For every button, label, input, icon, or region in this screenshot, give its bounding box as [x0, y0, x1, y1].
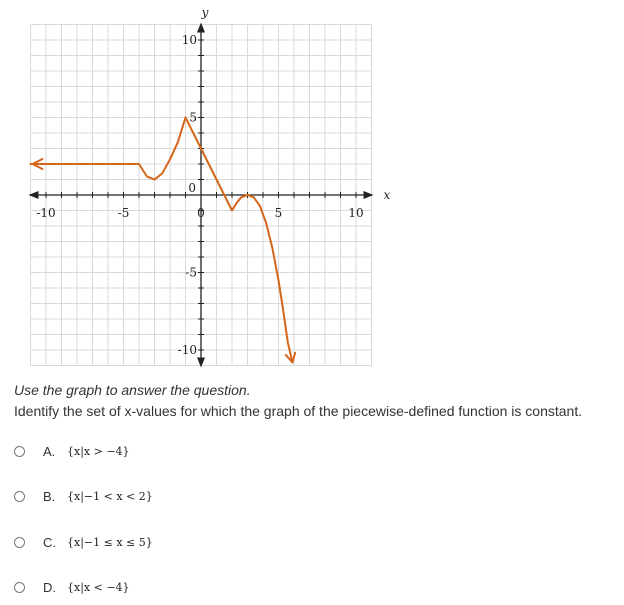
- radio-circle-icon[interactable]: [14, 582, 25, 593]
- option-letter: D.: [43, 579, 56, 595]
- y-tick-label: -10: [177, 343, 197, 357]
- radio-circle-icon[interactable]: [14, 491, 25, 502]
- option-expression: {x|−1 < x < 2}: [67, 489, 153, 503]
- x-tick-label: -5: [117, 206, 130, 220]
- question-text: Identify the set of x-values for which the graph of the piecewise-defined function is constant.: [14, 403, 583, 419]
- option-expression: {x|x > −4}: [67, 444, 130, 458]
- x-tick-label: 10: [348, 206, 364, 220]
- x-tick-label: 5: [274, 206, 283, 220]
- x-tick-label: -10: [36, 206, 56, 220]
- y-tick-label: 5: [189, 110, 197, 125]
- radio-circle-icon[interactable]: [14, 537, 25, 548]
- x-tick-label: 0: [197, 206, 205, 220]
- x-axis-label: x: [383, 188, 390, 202]
- instruction-text: Use the graph to answer the question.: [14, 382, 251, 398]
- y-tick-label: -5: [185, 265, 197, 280]
- coordinate-graph: [20, 6, 390, 376]
- option-letter: C.: [43, 534, 56, 550]
- option-expression: {x|−1 ≤ x ≤ 5}: [67, 535, 153, 549]
- option-c[interactable]: [14, 532, 153, 552]
- y-axis-label: y: [201, 6, 209, 20]
- option-expression: {x|x < −4}: [67, 580, 130, 594]
- option-letter: A.: [43, 443, 56, 459]
- y-tick-label: 10: [181, 33, 197, 47]
- option-b[interactable]: [14, 486, 153, 506]
- option-letter: B.: [43, 488, 56, 504]
- y-tick-label: 0: [188, 181, 196, 195]
- function-curve: [31, 118, 293, 363]
- option-a[interactable]: [14, 441, 130, 461]
- option-d[interactable]: [14, 577, 130, 597]
- radio-circle-icon[interactable]: [14, 446, 25, 457]
